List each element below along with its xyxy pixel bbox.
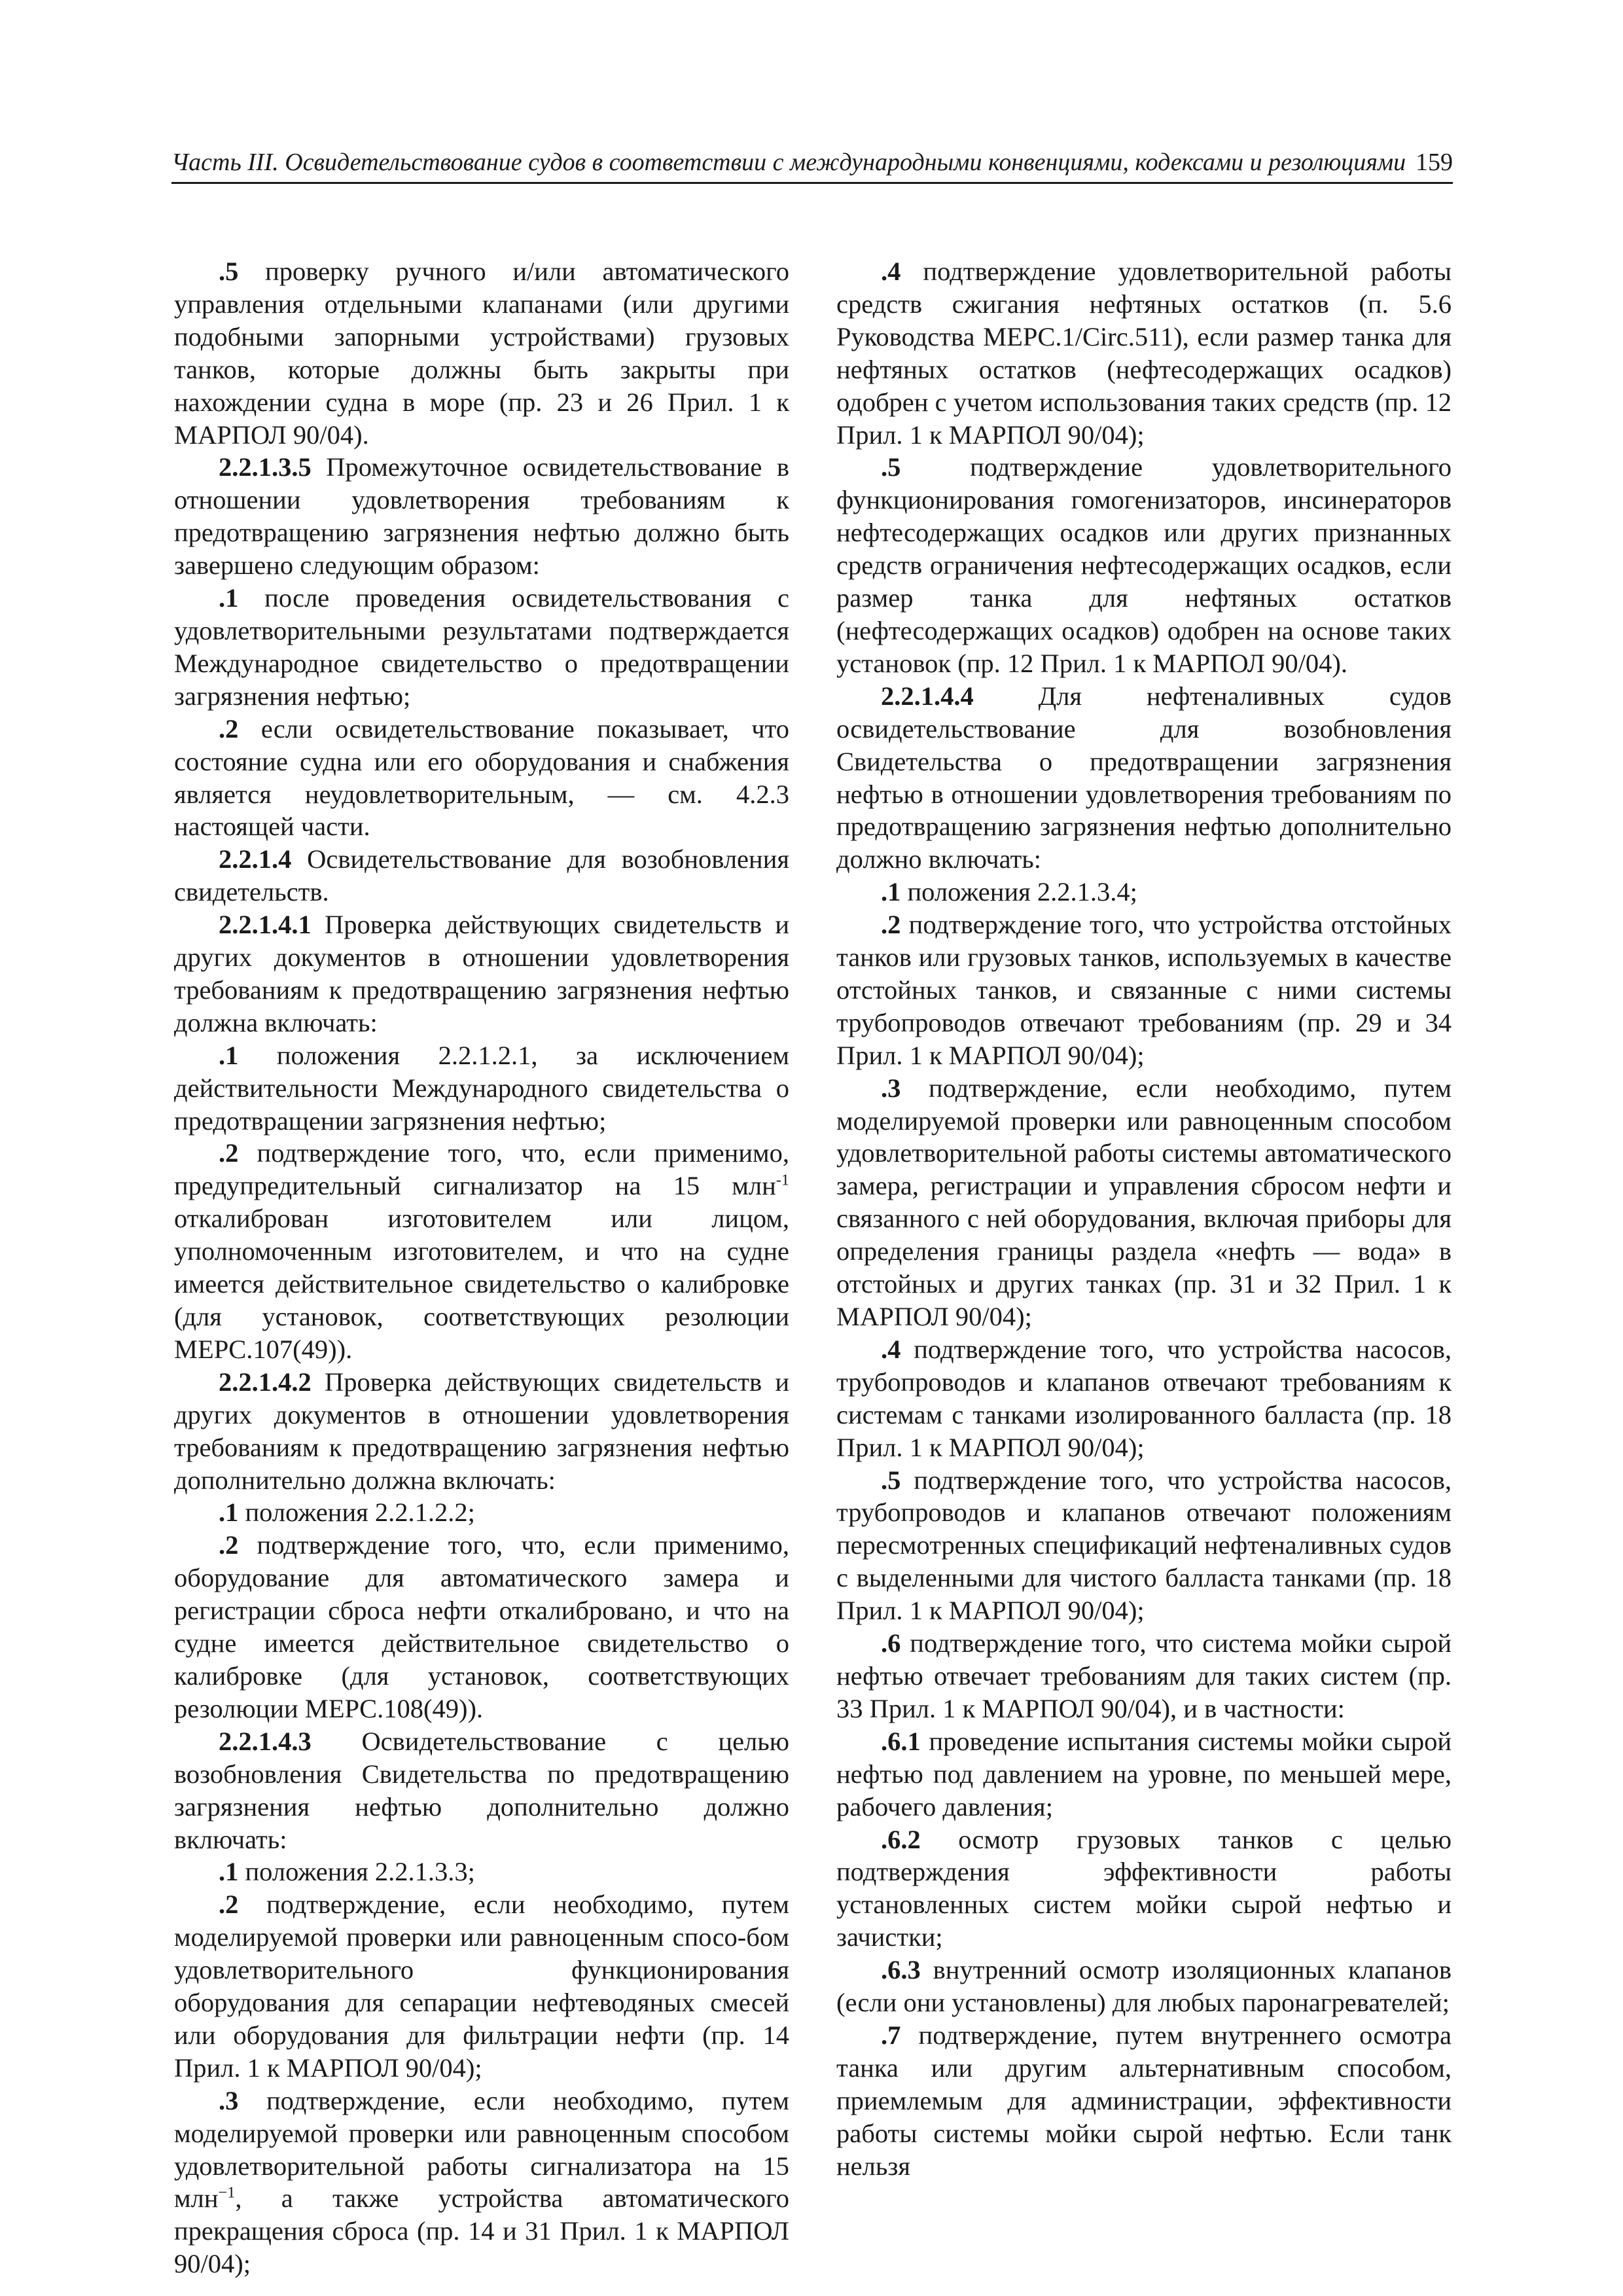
item-text: проверку ручного и/или автоматического управления отдельными клапанами (или другими подобными запорными устройствами) грузовых танков, которые должны быть закрыты при нахождении судна в море (пр. 23 и 26 Прил. 1 к МАРПОЛ 90/04). bbox=[174, 257, 789, 450]
item-text: Освидетельствование для возобновления свидетельств. bbox=[174, 844, 789, 907]
item-number: 2.2.1.4.2 bbox=[219, 1367, 312, 1397]
paragraph bbox=[174, 582, 789, 713]
right-column bbox=[836, 255, 1452, 2182]
item-text: положения 2.2.1.3.4; bbox=[901, 877, 1137, 907]
item-number: .6 bbox=[881, 1628, 901, 1659]
item-text: осмотр грузовых танков с целью подтверждения эффективности работы установленных систем мойки сырой нефтью и зачистки; bbox=[836, 1824, 1452, 1952]
item-text: если освидетельствование показывает, что состояние судна или его оборудования и снабжения является неудовлетворительным, — см. 4.2.3 настоящей части. bbox=[174, 713, 789, 842]
item-number: .1 bbox=[881, 877, 901, 907]
item-number: .5 bbox=[881, 452, 901, 482]
paragraph bbox=[174, 1137, 789, 1365]
item-number: .2 bbox=[219, 1530, 239, 1560]
item-text: Освидетельствование с целью возобновления Свидетельства по предотвращению загрязнения нефтью дополнительно должно включать: bbox=[174, 1726, 789, 1854]
unit-superscript: -1 bbox=[776, 1171, 789, 1189]
paragraph bbox=[174, 908, 789, 1039]
item-text: подтверждение того, что устройства насосов, трубопроводов и клапанов отвечают требованиям к системам с танками изолированного балласта (пр. 18 Прил. 1 к МАРПОЛ 90/04); bbox=[836, 1334, 1452, 1462]
paragraph bbox=[836, 1627, 1452, 1725]
item-number: 2.2.1.3.5 bbox=[219, 452, 312, 482]
item-text: подтверждение удовлетворительного функционирования гомогенизаторов, инсинераторов нефтесодержащих осадков или других признанных средств ограничения нефтесодержащих осадков, если размер танка для нефтяных остатков (нефтесодержащих осадков) одобрен на основе таких установок (пр. 12 Прил. 1 к МАРПОЛ 90/04). bbox=[836, 452, 1452, 678]
item-text: положения 2.2.1.2.1, за исключением действительности Международного свидетельства о предотвращении загрязнения нефтью; bbox=[174, 1040, 789, 1136]
item-text: Промежуточное освидетельствование в отношении удовлетворения требованиям к предотвращению загрязнения нефтью должно быть завершено следующим образом: bbox=[174, 452, 789, 581]
paragraph bbox=[174, 1856, 789, 1888]
paragraph bbox=[836, 451, 1452, 679]
paragraph bbox=[836, 908, 1452, 1072]
paragraph bbox=[836, 1823, 1452, 1954]
item-number: .1 bbox=[219, 1857, 239, 1887]
item-text-continued: , а также устройства автоматического прекращения сброса (пр. 14 и 31 Прил. 1 к МАРПОЛ 90/04); bbox=[174, 2183, 789, 2279]
item-number: .5 bbox=[881, 1465, 901, 1495]
item-number: .1 bbox=[219, 1040, 239, 1070]
item-number: 2.2.1.4 bbox=[219, 844, 292, 874]
item-text: положения 2.2.1.3.3; bbox=[238, 1857, 475, 1887]
paragraph bbox=[174, 713, 789, 844]
item-text: Проверка действующих свидетельств и других документов в отношении удовлетворения требованиям к предотвращению загрязнения нефтью должна включать: bbox=[174, 910, 789, 1037]
item-text: подтверждение того, что, если применимо, оборудование для автоматического замера и регистрации сброса нефти откалибровано, и что на судне имеется действительное свидетельство о калибровке (для установок, соответствующих резолюции MEPC.108(49)). bbox=[174, 1530, 789, 1723]
item-text: проведение испытания системы мойки сырой нефтью под давлением на уровне, по меньшей мере, рабочего давления; bbox=[836, 1726, 1452, 1821]
paragraph bbox=[836, 2019, 1452, 2183]
paragraph bbox=[174, 451, 789, 582]
item-number: .4 bbox=[881, 257, 901, 286]
item-text: подтверждение, если необходимо, путем моделируемой проверки или равноценным спосо-бом удовлетворительного функционирования оборудования для сепарации нефтеводяных смесей или оборудования для фильтрации нефти (пр. 14 Прил. 1 к МАРПОЛ 90/04); bbox=[174, 1890, 789, 2083]
item-text: подтверждение того, что, если применимо, предупредительный сигнализатор на 15 млн bbox=[174, 1138, 789, 1201]
unit-superscript: −1 bbox=[218, 2183, 236, 2202]
paragraph bbox=[836, 876, 1452, 908]
item-text: подтверждение того, что система мойки сырой нефтью отвечает требованиям для таких систем (пр. 33 Прил. 1 к МАРПОЛ 90/04), и в частности: bbox=[836, 1628, 1452, 1723]
item-number: .3 bbox=[219, 2085, 239, 2115]
item-number: .6.2 bbox=[881, 1824, 921, 1854]
paragraph bbox=[174, 1039, 789, 1138]
paragraph bbox=[836, 1954, 1452, 2019]
paragraph bbox=[174, 1496, 789, 1529]
paragraph bbox=[836, 1725, 1452, 1823]
paragraph bbox=[174, 255, 789, 451]
item-number: .7 bbox=[881, 2020, 901, 2050]
paragraph bbox=[174, 1725, 789, 1856]
item-number: .2 bbox=[219, 1890, 239, 1920]
item-number: .2 bbox=[219, 713, 239, 744]
paragraph bbox=[836, 255, 1452, 451]
paragraph bbox=[174, 1888, 789, 2084]
paragraph bbox=[174, 843, 789, 908]
paragraph bbox=[836, 1333, 1452, 1464]
item-number: .3 bbox=[881, 1073, 901, 1103]
item-number: .6.1 bbox=[881, 1726, 921, 1756]
item-text: подтверждение того, что устройства насосов, трубопроводов и клапанов отвечают положениям пересмотренных спецификаций нефтеналивных судов с выделенными для чистого балласта танками (пр. 18 Прил. 1 к МАРПОЛ 90/04); bbox=[836, 1465, 1452, 1626]
item-text: подтверждение удовлетворительной работы средств сжигания нефтяных остатков (п. 5.6 Руководства MEPC.1/Circ.511), если размер танка для нефтяных остатков (нефтесодержащих осадков) одобрен с учетом использования таких средств (пр. 12 Прил. 1 к МАРПОЛ 90/04); bbox=[836, 257, 1452, 450]
item-number: .4 bbox=[881, 1334, 901, 1364]
item-text: Проверка действующих свидетельств и других документов в отношении удовлетворения требованиям к предотвращению загрязнения нефтью дополнительно должна включать: bbox=[174, 1367, 789, 1495]
paragraph bbox=[836, 680, 1452, 876]
left-column bbox=[174, 255, 789, 2280]
item-number: 2.2.1.4.1 bbox=[219, 910, 312, 940]
item-number: .1 bbox=[219, 1498, 239, 1528]
item-number: 2.2.1.4.3 bbox=[219, 1726, 312, 1756]
item-text: подтверждение того, что устройства отстойных танков или грузовых танков, используемых в качестве отстойных танков, и связанные с ними системы трубопроводов отвечают требованиям (пр. 29 и 34 Прил. 1 к МАРПОЛ 90/04); bbox=[836, 910, 1452, 1070]
paragraph bbox=[174, 2085, 789, 2280]
item-text: внутренний осмотр изоляционных клапанов (если они установлены) для любых паронагревателей; bbox=[836, 1955, 1452, 2018]
paragraph bbox=[836, 1072, 1452, 1333]
item-text: после проведения освидетельствования с удовлетворительными результатами подтверждается Международное свидетельство о предотвращении загрязнения нефтью; bbox=[174, 583, 789, 711]
item-number: .5 bbox=[219, 257, 239, 286]
item-text: подтверждение, путем внутреннего осмотра танка или другим альтернативным способом, приемлемым для администрации, эффективности работы системы мойки сырой нефтью. Если танк нельзя bbox=[836, 2020, 1452, 2181]
running-header bbox=[171, 143, 1453, 184]
item-number: .1 bbox=[219, 583, 239, 613]
item-text: положения 2.2.1.2.2; bbox=[238, 1498, 475, 1528]
paragraph bbox=[174, 1366, 789, 1497]
item-text: Для нефтеналивных судов освидетельствование для возобновления Свидетельства о предотвращении загрязнения нефтью в отношении удовлетворения требованиям по предотвращению загрязнения нефтью дополнительно должно включать: bbox=[836, 681, 1452, 874]
item-text-continued: откалиброван изготовителем или лицом, уполномоченным изготовителем, и что на судне имеется действительное свидетельство о калибровке (для установок, соответствующих резолюции MEPC.107(49)). bbox=[174, 1204, 789, 1364]
item-number: .2 bbox=[219, 1138, 239, 1168]
page-number: 159 bbox=[1416, 149, 1453, 176]
item-text: подтверждение, если необходимо, путем моделируемой проверки или равноценным способом удовлетворительной работы системы автоматического замера, регистрации и управления сбросом нефти и связанного с ней оборудования, включая приборы для определения границы раздела «нефть — вода» в отстойных и других танках (пр. 31 и 32 Прил. 1 к МАРПОЛ 90/04); bbox=[836, 1073, 1452, 1331]
item-number: 2.2.1.4.4 bbox=[881, 681, 974, 711]
item-text: подтверждение, если необходимо, путем моделируемой проверки или равноценным способом удовлетворительной работы сигнализатора на 15 млн bbox=[174, 2085, 789, 2214]
item-number: .6.3 bbox=[881, 1955, 921, 1985]
running-header-title: Часть III. Освидетельствование судов в соответствии с международными конвенциями, кодексами и резолюциями bbox=[171, 149, 1406, 176]
item-number: .2 bbox=[881, 910, 901, 940]
paragraph bbox=[174, 1529, 789, 1725]
paragraph bbox=[836, 1464, 1452, 1628]
